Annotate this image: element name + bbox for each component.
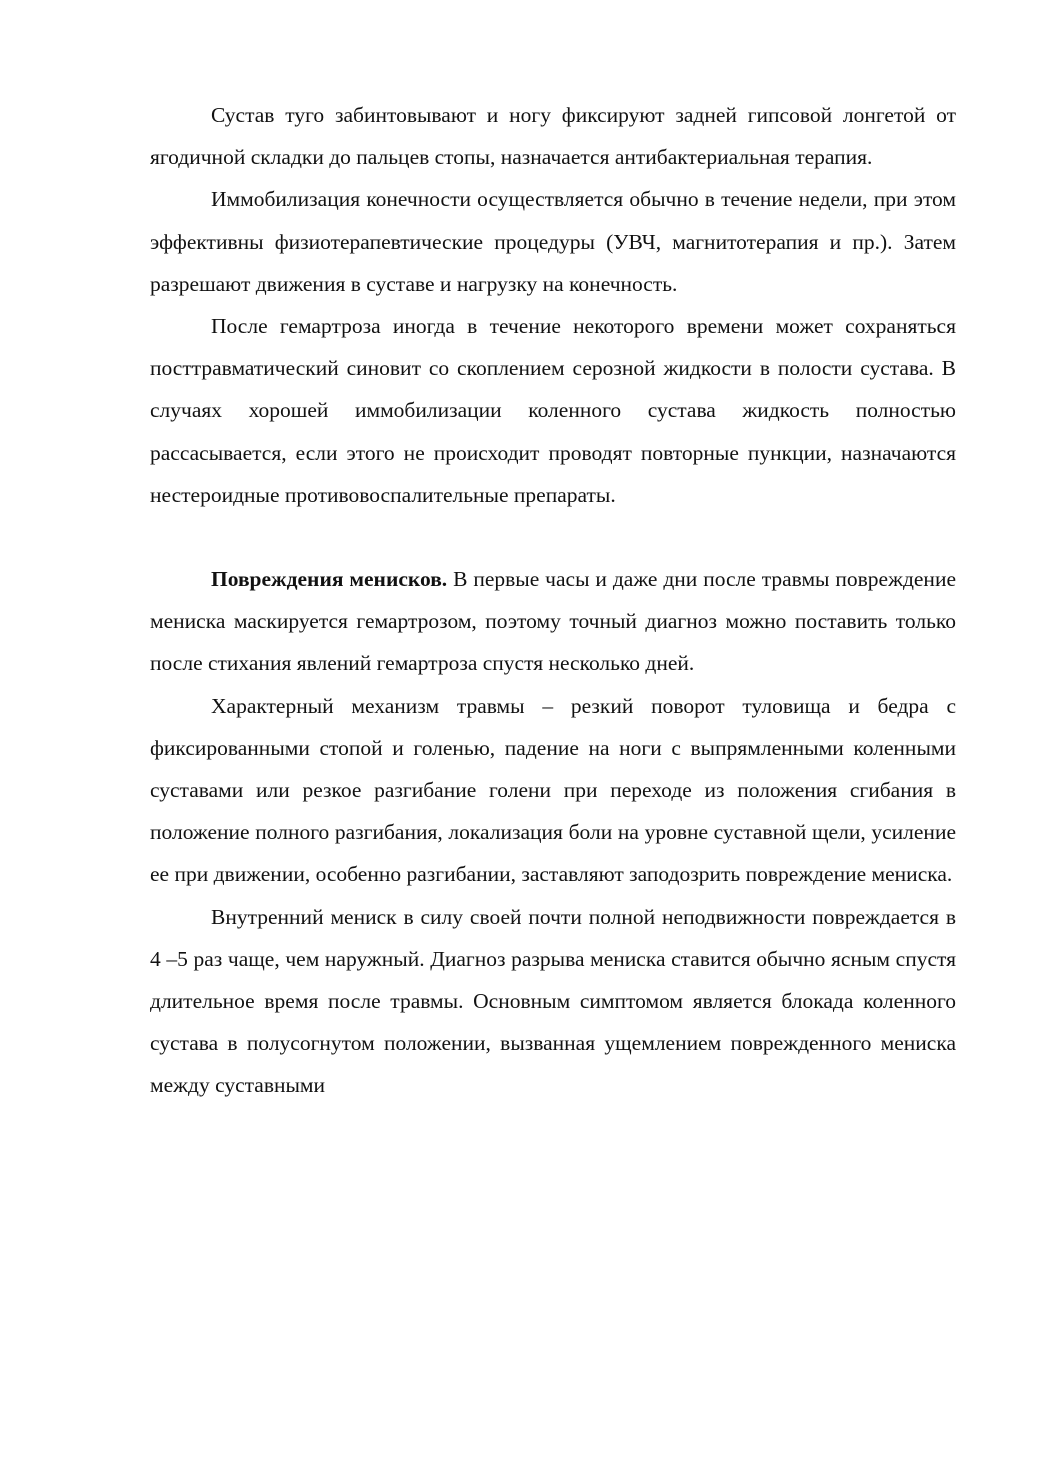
paragraph-text: Внутренний мениск в силу своей почти полной неподвижности повреждается в 4 –5 раз чаще, чем наружный. Диагноз разрыва мениска ставится обычно ясным спустя длительное время после травмы. Основным симптомом является блокада коленного сустава в полусогнутом положении, вызванная ущемлением поврежденного мениска между суставными bbox=[150, 904, 956, 1098]
document-body bbox=[150, 94, 956, 1107]
paragraph-text: Иммобилизация конечности осуществляется обычно в течение недели, при этом эффективны физиотерапевтические процедуры (УВЧ, магнитотерапия и пр.). Затем разрешают движения в суставе и нагрузку на конечность. bbox=[150, 187, 956, 296]
paragraph-injury-mechanism bbox=[150, 685, 956, 896]
paragraph-inner-meniscus bbox=[150, 896, 956, 1107]
paragraph-immobilization bbox=[150, 178, 956, 305]
paragraph-hemarthrosis-synovitis bbox=[150, 305, 956, 516]
paragraph-text: В первые часы и даже дни после травмы повреждение мениска маскируется гемартрозом, поэтому точный диагноз можно поставить только после стихания явлений гемартроза спустя несколько дней. bbox=[150, 567, 956, 676]
paragraph-text: После гемартроза иногда в течение некоторого времени может сохраняться посттравматический синовит со скоплением серозной жидкости в полости сустава. В случаях хорошей иммобилизации коленного сустава жидкость полностью рассасывается, если этого не происходит проводят повторные пункции, назначаются нестероидные противовоспалительные препараты. bbox=[150, 314, 956, 507]
paragraph-bandage-fixation bbox=[150, 94, 956, 178]
paragraph-text: Сустав туго забинтовывают и ногу фиксируют задней гипсовой лонгетой от ягодичной складки до пальцев стопы, назначается антибактериальная терапия. bbox=[150, 103, 956, 170]
paragraph-text: Характерный механизм травмы – резкий поворот туловища и бедра с фиксированными стопой и голенью, падение на ноги с выпрямленными коленными суставами или резкое разгибание голени при переходе из положения сгибания в положение полного разгибания, локализация боли на уровне суставной щели, усиление ее при движении, особенно разгибании, заставляют заподозрить повреждение мениска. bbox=[150, 693, 956, 887]
paragraph-meniscus-injuries bbox=[150, 558, 956, 685]
section-spacer bbox=[150, 516, 956, 558]
section-heading-meniscus: Повреждения менисков. bbox=[211, 567, 448, 592]
